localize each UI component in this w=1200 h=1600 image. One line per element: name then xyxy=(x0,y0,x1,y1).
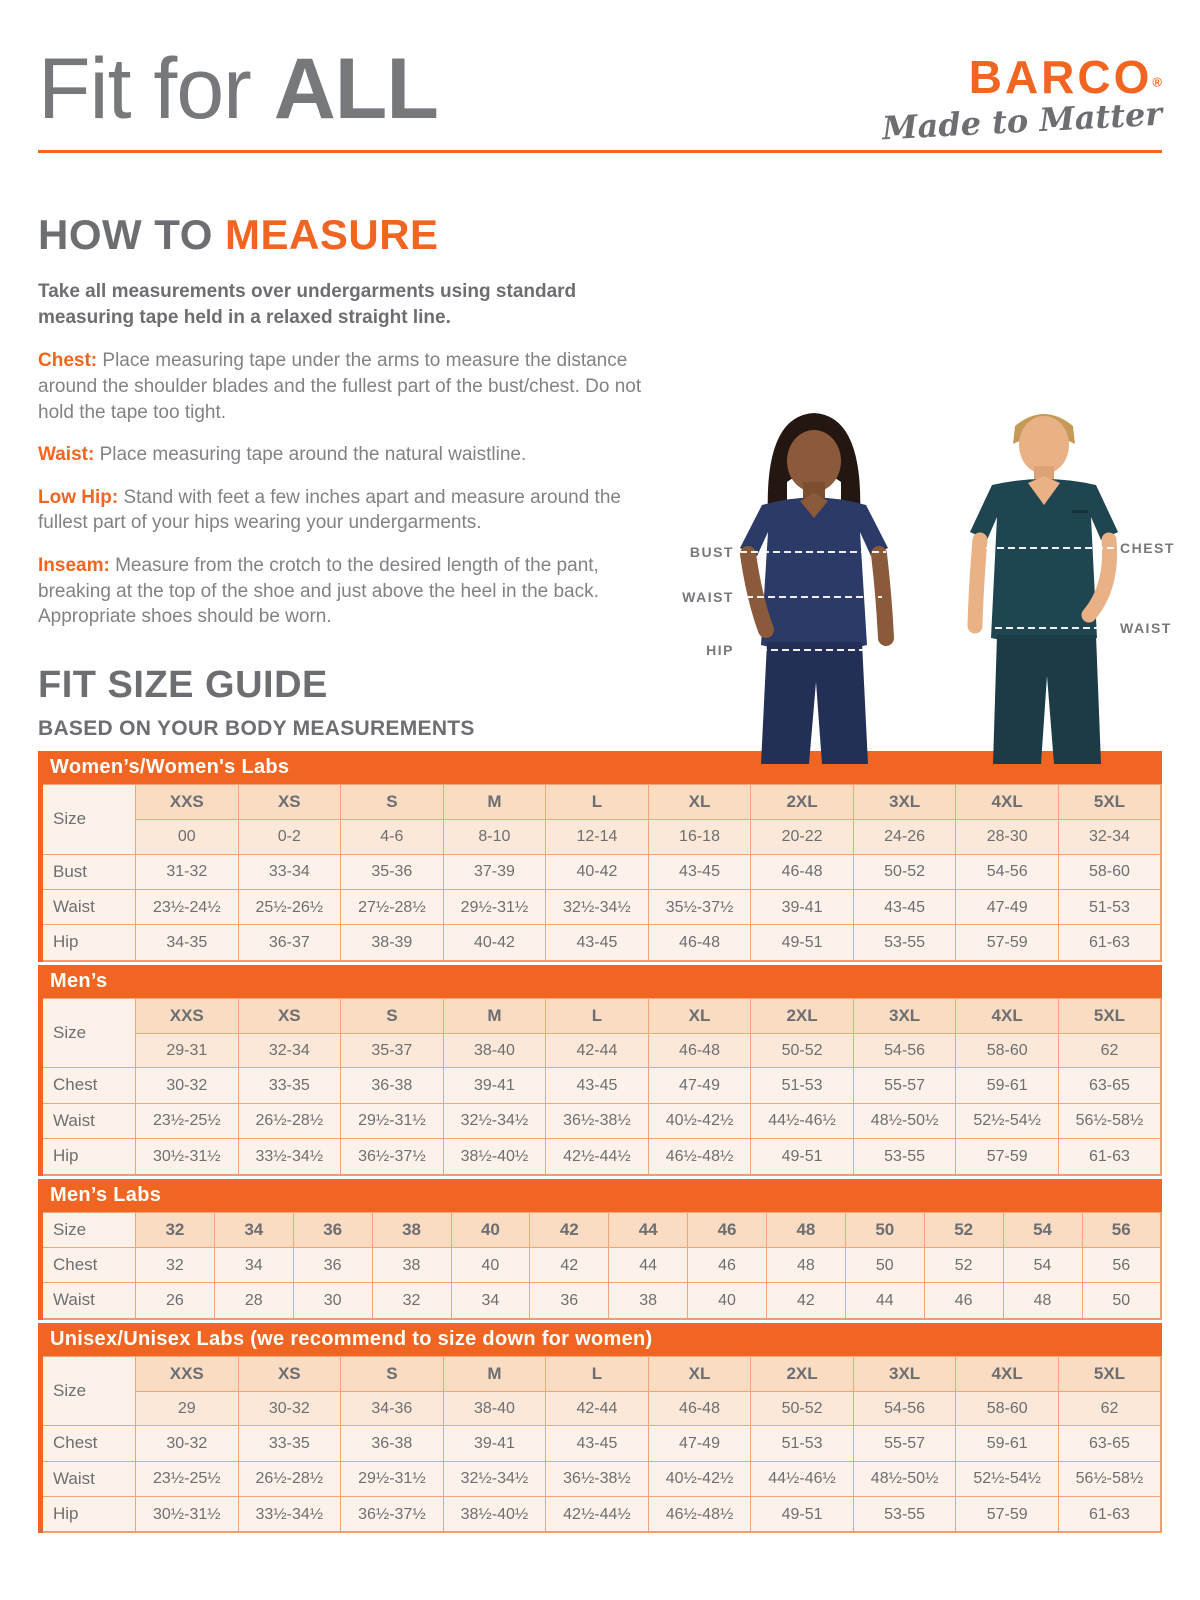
waist-label-man: WAIST xyxy=(1120,620,1172,636)
measurement-cell: 53-55 xyxy=(853,925,956,961)
numeric-size-cell: 62 xyxy=(1058,1034,1161,1068)
brand-name: BARCO xyxy=(968,51,1153,103)
row-label-cell: Hip xyxy=(41,925,136,961)
size-header-cell: 50 xyxy=(845,1212,924,1247)
table-row xyxy=(41,1461,1162,1496)
measurement-cell: 56½-58½ xyxy=(1058,1461,1161,1496)
measurement-cell: 23½-25½ xyxy=(136,1461,239,1496)
row-label-cell: Chest xyxy=(41,1068,136,1103)
size-header-cell: XL xyxy=(648,785,751,820)
numeric-size-cell: 42-44 xyxy=(546,1392,649,1426)
measurement-cell: 36 xyxy=(530,1283,609,1319)
size-header-cell: 54 xyxy=(1003,1212,1082,1247)
size-header-cell: S xyxy=(341,998,444,1033)
row-label-cell: Waist xyxy=(41,890,136,925)
size-header-cell: L xyxy=(546,1356,649,1391)
size-grid xyxy=(38,998,1162,1176)
table-row xyxy=(41,1283,1162,1319)
size-header-cell: 40 xyxy=(451,1212,530,1247)
measurement-cell: 30½-31½ xyxy=(136,1139,239,1175)
size-header-cell: XS xyxy=(238,998,341,1033)
numeric-size-cell: 12-14 xyxy=(546,820,649,854)
measurement-cell: 43-45 xyxy=(853,890,956,925)
fit-size-guide-section xyxy=(38,664,1162,1533)
measurement-cell: 46-48 xyxy=(751,854,854,889)
measurement-cell: 42½-44½ xyxy=(546,1497,649,1533)
measurement-cell: 44½-46½ xyxy=(751,1461,854,1496)
chest-label: CHEST xyxy=(1120,540,1175,556)
measurement-cell: 53-55 xyxy=(853,1497,956,1533)
size-header-cell: 32 xyxy=(136,1212,215,1247)
measurement-cell: 32 xyxy=(136,1247,215,1282)
measurement-cell: 46-48 xyxy=(648,925,751,961)
measurement-cell: 55-57 xyxy=(853,1426,956,1461)
size-grid xyxy=(38,1212,1162,1320)
measurement-cell: 30½-31½ xyxy=(136,1497,239,1533)
measurement-cell: 32 xyxy=(372,1283,451,1319)
table-title: Women’s/Women's Labs xyxy=(38,751,1162,784)
measurement-cell: 40½-42½ xyxy=(648,1103,751,1138)
measurement-cell: 31-32 xyxy=(136,854,239,889)
measurement-cell: 35-36 xyxy=(341,854,444,889)
numeric-size-cell: 34-36 xyxy=(341,1392,444,1426)
measure-item-text: Place measuring tape under the arms to measure the distance around the shoulder blades and the fullest part of the bust/chest. Do not hold the tape too tight. xyxy=(38,350,642,423)
size-header-cell: M xyxy=(443,998,546,1033)
measurement-cell: 26½-28½ xyxy=(238,1461,341,1496)
page-title xyxy=(38,41,438,137)
measurement-cell: 27½-28½ xyxy=(341,890,444,925)
measurement-cell: 40½-42½ xyxy=(648,1461,751,1496)
size-table xyxy=(38,965,1162,1176)
measurement-cell: 43-45 xyxy=(546,1426,649,1461)
row-label-cell: Waist xyxy=(41,1103,136,1138)
models-illustration xyxy=(648,382,1200,764)
size-header-cell: 4XL xyxy=(956,998,1059,1033)
row-label-cell: Chest xyxy=(41,1426,136,1461)
measure-item-lowhip xyxy=(38,485,666,536)
measurement-cell: 30-32 xyxy=(136,1068,239,1103)
table-row xyxy=(41,925,1162,961)
size-label-cell: Size xyxy=(41,785,136,855)
heading-orange-part: MEASURE xyxy=(225,211,439,258)
table-row xyxy=(41,1497,1162,1533)
numeric-size-cell: 32-34 xyxy=(1058,820,1161,854)
brand-tagline: Made to Matter xyxy=(880,94,1163,148)
size-header-cell: XL xyxy=(648,998,751,1033)
numeric-size-cell: 38-40 xyxy=(443,1392,546,1426)
measurement-cell: 59-61 xyxy=(956,1426,1059,1461)
numeric-size-cell: 46-48 xyxy=(648,1392,751,1426)
measurement-cell: 33-35 xyxy=(238,1426,341,1461)
man-model xyxy=(970,414,1118,764)
measurement-cell: 47-49 xyxy=(648,1068,751,1103)
page-title-bold: ALL xyxy=(273,41,438,137)
measurement-cell: 26 xyxy=(136,1283,215,1319)
measurement-cell: 42 xyxy=(767,1283,846,1319)
size-header-cell: 56 xyxy=(1082,1212,1161,1247)
measurement-cell: 48½-50½ xyxy=(853,1103,956,1138)
measurement-cell: 51-53 xyxy=(751,1426,854,1461)
table-title: Men’s Labs xyxy=(38,1179,1162,1212)
size-header-cell: 34 xyxy=(214,1212,293,1247)
size-header-cell: 2XL xyxy=(751,998,854,1033)
measure-item-text: Measure from the crotch to the desired length of the pant, breaking at the top of the shoe and just above the heel in the back. Appropriate shoes should be worn. xyxy=(38,555,599,628)
numeric-size-cell: 4-6 xyxy=(341,820,444,854)
measurement-cell: 29½-31½ xyxy=(341,1103,444,1138)
size-header-cell: 3XL xyxy=(853,1356,956,1391)
measurement-cell: 49-51 xyxy=(751,925,854,961)
size-header-cell: L xyxy=(546,785,649,820)
size-guide-subheading: BASED ON YOUR BODY MEASUREMENTS xyxy=(38,717,475,741)
numeric-size-cell: 35-37 xyxy=(341,1034,444,1068)
size-label-cell: Size xyxy=(41,1356,136,1426)
size-label-cell: Size xyxy=(41,998,136,1068)
size-header-cell: 3XL xyxy=(853,998,956,1033)
measurement-cell: 38 xyxy=(609,1283,688,1319)
measure-item-label: Chest: xyxy=(38,350,98,372)
table-title: Men’s xyxy=(38,965,1162,998)
measurement-cell: 53-55 xyxy=(853,1139,956,1175)
numeric-size-cell: 32-34 xyxy=(238,1034,341,1068)
numeric-size-cell: 28-30 xyxy=(956,820,1059,854)
measurement-cell: 40-42 xyxy=(443,925,546,961)
measurement-cell: 23½-24½ xyxy=(136,890,239,925)
measurement-cell: 57-59 xyxy=(956,925,1059,961)
registered-mark-icon: ® xyxy=(1152,74,1162,90)
table-row xyxy=(41,890,1162,925)
measurement-cell: 52½-54½ xyxy=(956,1461,1059,1496)
table-row xyxy=(41,1103,1162,1138)
measurement-cell: 35½-37½ xyxy=(648,890,751,925)
size-header-cell: S xyxy=(341,1356,444,1391)
size-header-cell: 46 xyxy=(688,1212,767,1247)
size-header-cell: 2XL xyxy=(751,1356,854,1391)
measurement-cell: 42½-44½ xyxy=(546,1139,649,1175)
measurement-cell: 34 xyxy=(214,1247,293,1282)
measurement-cell: 51-53 xyxy=(751,1068,854,1103)
measure-item-inseam xyxy=(38,553,666,630)
measurement-cell: 36-38 xyxy=(341,1068,444,1103)
numeric-size-cell: 54-56 xyxy=(853,1034,956,1068)
table-row xyxy=(41,1426,1162,1461)
size-header-cell: L xyxy=(546,998,649,1033)
size-header-cell: 3XL xyxy=(853,785,956,820)
measurement-cell: 38 xyxy=(372,1247,451,1282)
measurement-cell: 42 xyxy=(530,1247,609,1282)
measurement-cell: 40-42 xyxy=(546,854,649,889)
bust-label: BUST xyxy=(689,544,734,560)
size-header-cell: M xyxy=(443,1356,546,1391)
page-header xyxy=(38,0,1163,148)
measurement-cell: 33½-34½ xyxy=(238,1497,341,1533)
measurement-cell: 63-65 xyxy=(1058,1426,1161,1461)
measurement-cell: 43-45 xyxy=(546,1068,649,1103)
measurement-cell: 36½-38½ xyxy=(546,1461,649,1496)
measurement-cell: 59-61 xyxy=(956,1068,1059,1103)
size-header-cell: 4XL xyxy=(956,1356,1059,1391)
numeric-size-cell: 00 xyxy=(136,820,239,854)
measurement-cell: 38½-40½ xyxy=(443,1139,546,1175)
measurement-cell: 36 xyxy=(293,1247,372,1282)
measurement-cell: 46½-48½ xyxy=(648,1497,751,1533)
size-header-cell: 44 xyxy=(609,1212,688,1247)
size-tables xyxy=(38,751,1162,1533)
size-header-cell: 38 xyxy=(372,1212,451,1247)
measurement-cell: 48 xyxy=(1003,1283,1082,1319)
measurement-cell: 29½-31½ xyxy=(341,1461,444,1496)
measurement-cell: 49-51 xyxy=(751,1139,854,1175)
numeric-size-cell: 29-31 xyxy=(136,1034,239,1068)
measurement-cell: 36½-37½ xyxy=(341,1497,444,1533)
measurement-cell: 55-57 xyxy=(853,1068,956,1103)
measurement-cell: 44 xyxy=(845,1283,924,1319)
measure-item-label: Low Hip: xyxy=(38,486,119,508)
header-divider xyxy=(38,150,1162,153)
size-header-cell: XXS xyxy=(136,1356,239,1391)
measurement-cell: 33-35 xyxy=(238,1068,341,1103)
measurement-cell: 56 xyxy=(1082,1247,1161,1282)
size-header-cell: 36 xyxy=(293,1212,372,1247)
size-header-cell: 48 xyxy=(767,1212,846,1247)
numeric-size-cell: 30-32 xyxy=(238,1392,341,1426)
size-header-cell: XS xyxy=(238,785,341,820)
page-title-regular: Fit for xyxy=(38,41,274,137)
measurement-cell: 54-56 xyxy=(956,854,1059,889)
measurement-cell: 56½-58½ xyxy=(1058,1103,1161,1138)
measurement-cell: 30-32 xyxy=(136,1426,239,1461)
measurement-cell: 39-41 xyxy=(443,1068,546,1103)
numeric-size-cell: 50-52 xyxy=(751,1392,854,1426)
measurement-cell: 54 xyxy=(1003,1247,1082,1282)
measurement-cell: 36-37 xyxy=(238,925,341,961)
measurement-cell: 33-34 xyxy=(238,854,341,889)
numeric-size-cell: 38-40 xyxy=(443,1034,546,1068)
table-title: Unisex/Unisex Labs (we recommend to size down for women) xyxy=(38,1323,1162,1356)
measure-intro: Take all measurements over undergarments using standard measuring tape held in a relaxed straight line. xyxy=(38,281,577,328)
measurement-cell: 63-65 xyxy=(1058,1068,1161,1103)
measurement-cell: 25½-26½ xyxy=(238,890,341,925)
heading-gray-part: HOW TO xyxy=(38,211,226,258)
numeric-size-cell: 54-56 xyxy=(853,1392,956,1426)
numeric-size-cell: 62 xyxy=(1058,1392,1161,1426)
numeric-size-cell: 46-48 xyxy=(648,1034,751,1068)
size-label-cell: Size xyxy=(41,1212,136,1247)
measurement-cell: 49-51 xyxy=(751,1497,854,1533)
measurement-cell: 46 xyxy=(924,1283,1003,1319)
measurement-cell: 61-63 xyxy=(1058,1497,1161,1533)
measurement-cell: 36½-38½ xyxy=(546,1103,649,1138)
measurement-cell: 43-45 xyxy=(546,925,649,961)
measurement-cell: 40 xyxy=(688,1283,767,1319)
models-photo xyxy=(648,382,1200,764)
measurement-cell: 28 xyxy=(214,1283,293,1319)
table-row xyxy=(41,1247,1162,1282)
measurement-cell: 34 xyxy=(451,1283,530,1319)
measurement-cell: 61-63 xyxy=(1058,925,1161,961)
measurement-cell: 32½-34½ xyxy=(546,890,649,925)
size-header-cell: 5XL xyxy=(1058,1356,1161,1391)
measurement-cell: 47-49 xyxy=(956,890,1059,925)
measurement-cell: 38-39 xyxy=(341,925,444,961)
measure-item-label: Inseam: xyxy=(38,555,110,577)
numeric-size-cell: 50-52 xyxy=(751,1034,854,1068)
numeric-size-cell: 20-22 xyxy=(751,820,854,854)
size-header-cell: XXS xyxy=(136,785,239,820)
size-header-cell: XXS xyxy=(136,998,239,1033)
brand-logo xyxy=(880,44,1163,148)
measurement-cell: 26½-28½ xyxy=(238,1103,341,1138)
measurement-cell: 61-63 xyxy=(1058,1139,1161,1175)
measurement-cell: 46 xyxy=(688,1247,767,1282)
measurement-cell: 32½-34½ xyxy=(443,1461,546,1496)
numeric-size-cell: 16-18 xyxy=(648,820,751,854)
size-header-cell: 2XL xyxy=(751,785,854,820)
measure-item-chest xyxy=(38,348,666,425)
table-row xyxy=(41,1139,1162,1175)
measurement-cell: 46½-48½ xyxy=(648,1139,751,1175)
table-row xyxy=(41,854,1162,889)
measurement-cell: 48 xyxy=(767,1247,846,1282)
row-label-cell: Waist xyxy=(41,1283,136,1319)
numeric-size-cell: 24-26 xyxy=(853,820,956,854)
size-table xyxy=(38,1179,1162,1320)
measurement-cell: 50 xyxy=(1082,1283,1161,1319)
size-guide-heading: FIT SIZE GUIDE xyxy=(38,664,328,707)
size-table xyxy=(38,751,1162,962)
measurement-cell: 40 xyxy=(451,1247,530,1282)
numeric-size-cell: 29 xyxy=(136,1392,239,1426)
waist-label: WAIST xyxy=(682,589,734,605)
size-table xyxy=(38,1323,1162,1534)
measurement-cell: 58-60 xyxy=(1058,854,1161,889)
numeric-size-cell: 0-2 xyxy=(238,820,341,854)
row-label-cell: Hip xyxy=(41,1139,136,1175)
measure-item-text: Place measuring tape around the natural waistline. xyxy=(94,444,527,466)
measurement-cell: 33½-34½ xyxy=(238,1139,341,1175)
size-header-cell: M xyxy=(443,785,546,820)
measurement-cell: 36½-37½ xyxy=(341,1139,444,1175)
measurement-cell: 32½-34½ xyxy=(443,1103,546,1138)
measurement-cell: 57-59 xyxy=(956,1497,1059,1533)
measurement-cell: 23½-25½ xyxy=(136,1103,239,1138)
size-header-cell: 52 xyxy=(924,1212,1003,1247)
measurement-cell: 51-53 xyxy=(1058,890,1161,925)
numeric-size-cell: 42-44 xyxy=(546,1034,649,1068)
how-to-measure-heading xyxy=(38,211,666,259)
size-header-cell: XS xyxy=(238,1356,341,1391)
numeric-size-cell: 8-10 xyxy=(443,820,546,854)
measurement-cell: 52½-54½ xyxy=(956,1103,1059,1138)
row-label-cell: Chest xyxy=(41,1247,136,1282)
size-header-cell: XL xyxy=(648,1356,751,1391)
measurement-cell: 36-38 xyxy=(341,1426,444,1461)
measurement-cell: 43-45 xyxy=(648,854,751,889)
how-to-measure-section xyxy=(38,211,666,630)
measurement-cell: 44½-46½ xyxy=(751,1103,854,1138)
table-row xyxy=(41,1068,1162,1103)
measurement-cell: 29½-31½ xyxy=(443,890,546,925)
measurement-cell: 48½-50½ xyxy=(853,1461,956,1496)
size-header-cell: 4XL xyxy=(956,785,1059,820)
measurement-cell: 47-49 xyxy=(648,1426,751,1461)
size-header-cell: S xyxy=(341,785,444,820)
numeric-size-cell: 58-60 xyxy=(956,1034,1059,1068)
size-grid xyxy=(38,1356,1162,1534)
row-label-cell: Waist xyxy=(41,1461,136,1496)
size-header-cell: 42 xyxy=(530,1212,609,1247)
numeric-size-cell: 58-60 xyxy=(956,1392,1059,1426)
row-label-cell: Hip xyxy=(41,1497,136,1533)
measurement-cell: 44 xyxy=(609,1247,688,1282)
hip-label: HIP xyxy=(706,642,734,658)
measurement-cell: 50 xyxy=(845,1247,924,1282)
measurement-cell: 50-52 xyxy=(853,854,956,889)
size-grid xyxy=(38,784,1162,962)
measurement-cell: 38½-40½ xyxy=(443,1497,546,1533)
measurement-cell: 52 xyxy=(924,1247,1003,1282)
measurement-cell: 39-41 xyxy=(443,1426,546,1461)
measurement-cell: 30 xyxy=(293,1283,372,1319)
measurement-cell: 39-41 xyxy=(751,890,854,925)
measurement-cell: 34-35 xyxy=(136,925,239,961)
row-label-cell: Bust xyxy=(41,854,136,889)
woman-model xyxy=(738,413,890,764)
measure-item-text: Stand with feet a few inches apart and measure around the fullest part of your hips wearing your undergarments. xyxy=(38,486,621,534)
size-header-cell: 5XL xyxy=(1058,998,1161,1033)
measure-item-waist xyxy=(38,442,666,468)
measurement-cell: 57-59 xyxy=(956,1139,1059,1175)
size-header-cell: 5XL xyxy=(1058,785,1161,820)
measure-item-label: Waist: xyxy=(38,444,95,466)
measurement-cell: 37-39 xyxy=(443,854,546,889)
